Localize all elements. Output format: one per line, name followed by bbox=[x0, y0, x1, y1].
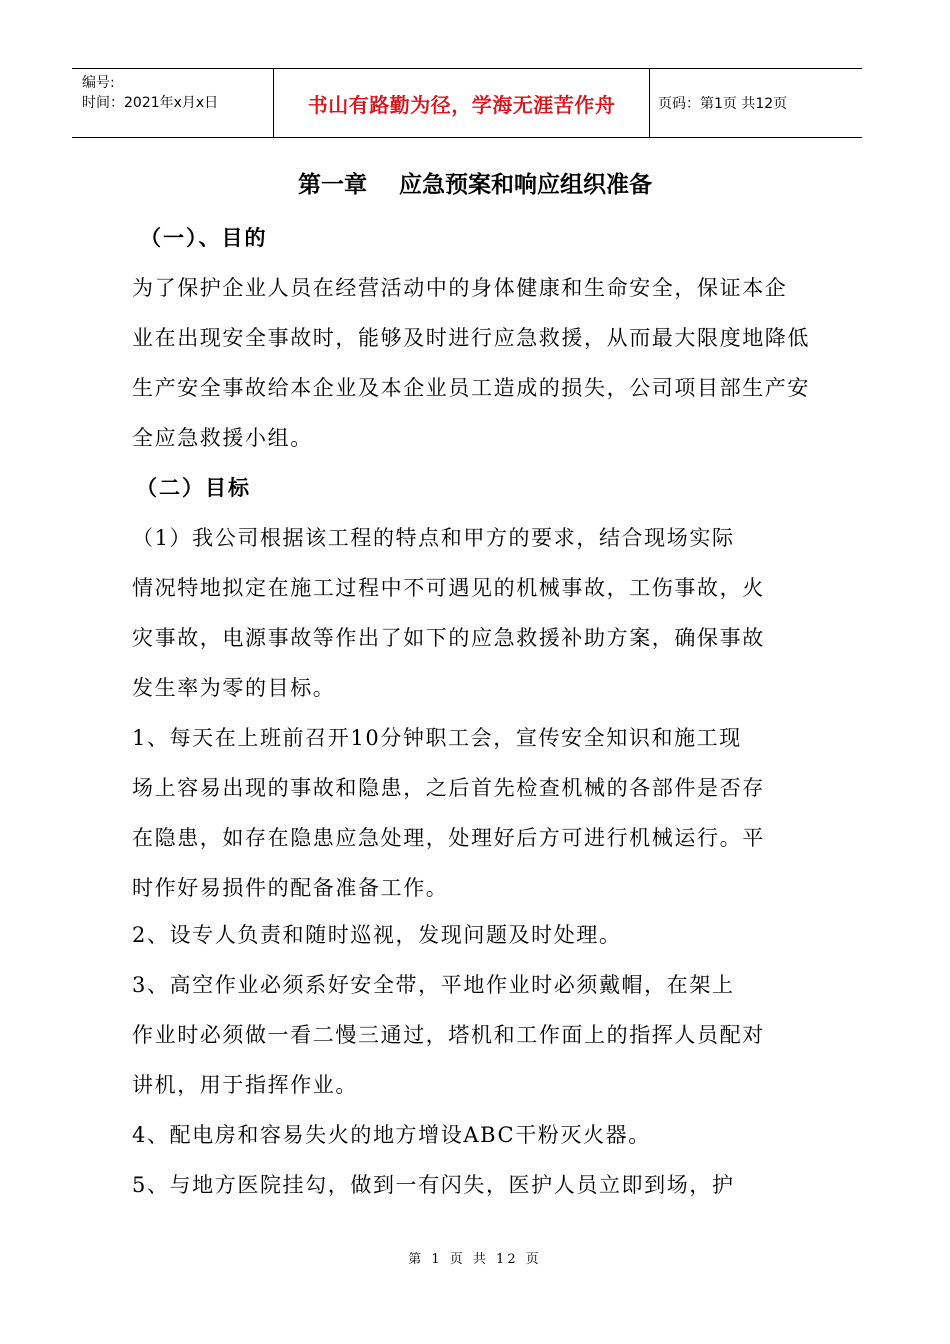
body-line: 1、每天在上班前召开10分钟职工会，宣传安全知识和施工现 bbox=[132, 726, 742, 750]
time-label: 时间：2021年x月x日 bbox=[82, 95, 219, 111]
body-line: 场上容易出现的事故和隐患，之后首先检查机械的各部件是否存 bbox=[132, 776, 765, 800]
body-line: 发生率为零的目标。 bbox=[132, 676, 336, 700]
page-header bbox=[72, 68, 862, 138]
header-motto: 书山有路勤为径，学海无涯苦作舟 bbox=[274, 69, 650, 137]
chapter-title: 第一章 应急预案和响应组织准备 bbox=[297, 172, 653, 198]
body-line: 5、与地方医院挂勾，做到一有闪失，医护人员立即到场，护 bbox=[132, 1173, 735, 1197]
body-line: 时作好易损件的配备准备工作。 bbox=[132, 876, 449, 900]
body-line: 生产安全事故给本企业及本企业员工造成的损失，公司项目部生产安 bbox=[132, 376, 810, 400]
body-line: 2、设专人负责和随时巡视，发现问题及时处理。 bbox=[132, 923, 622, 947]
body-line: 为了保护企业人员在经营活动中的身体健康和生命安全，保证本企 bbox=[132, 276, 788, 300]
body-line: 在隐患，如存在隐患应急处理，处理好后方可进行机械运行。平 bbox=[132, 826, 765, 850]
body-line: （1）我公司根据该工程的特点和甲方的要求，结合现场实际 bbox=[132, 526, 735, 550]
header-page-info: 页码：第1页 共12页 bbox=[658, 96, 788, 112]
body-line: 情况特地拟定在施工过程中不可遇见的机械事故，工伤事故，火 bbox=[132, 576, 765, 600]
body-line: 3、高空作业必须系好安全带，平地作业时必须戴帽，在架上 bbox=[132, 973, 735, 997]
body-line: 灾事故，电源事故等作出了如下的应急救援补助方案，确保事故 bbox=[132, 626, 765, 650]
body-line: 业在出现安全事故时，能够及时进行应急救援，从而最大限度地降低 bbox=[132, 326, 810, 350]
body-line: 讲机，用于指挥作业。 bbox=[132, 1073, 358, 1097]
number-label: 编号: bbox=[82, 75, 115, 91]
header-meta bbox=[72, 69, 274, 137]
body-line: 作业时必须做一看二慢三通过，塔机和工作面上的指挥人员配对 bbox=[132, 1023, 765, 1047]
body-line: 4、配电房和容易失火的地方增设ABC干粉灭火器。 bbox=[132, 1123, 651, 1147]
section-heading-goal: （二）目标 bbox=[136, 476, 251, 500]
section-heading-purpose: （一）、目的 bbox=[140, 226, 268, 250]
body-line: 全应急救援小组。 bbox=[132, 426, 313, 450]
page-footer: 第 1 页 共 12 页 bbox=[408, 1252, 542, 1267]
